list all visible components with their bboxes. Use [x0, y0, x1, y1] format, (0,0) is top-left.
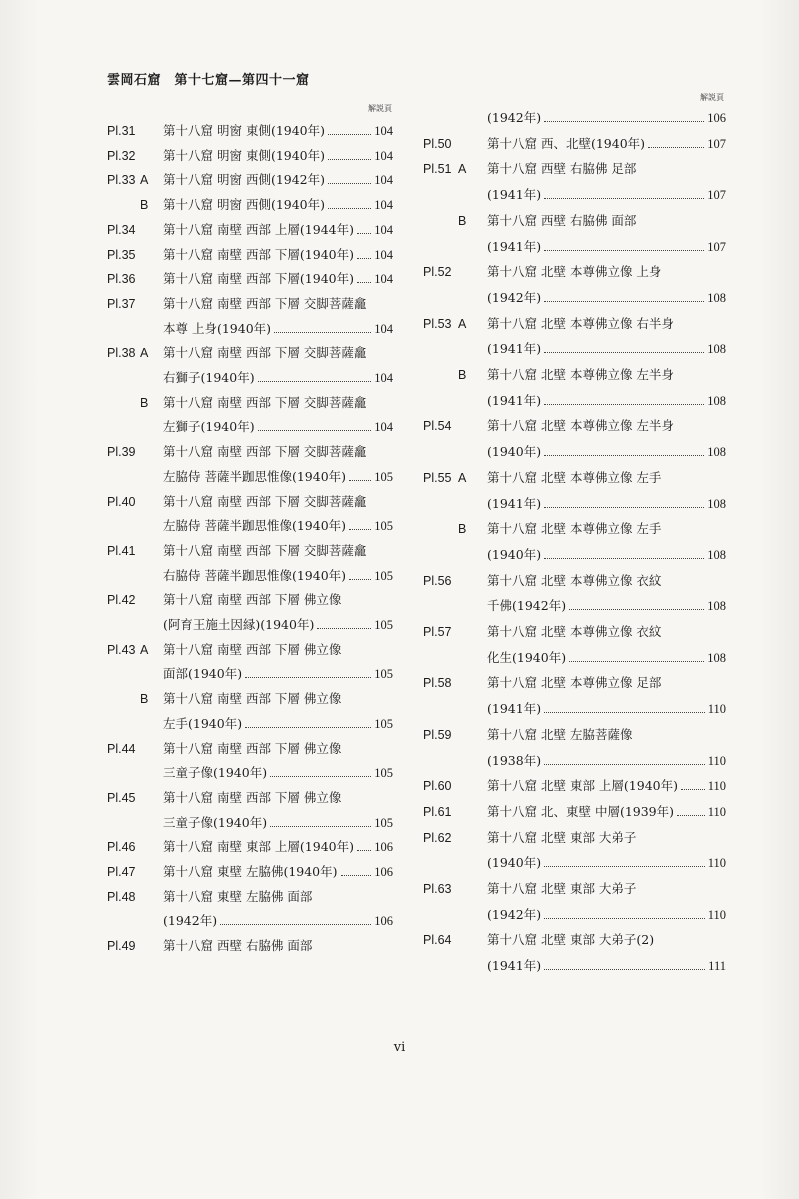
plate-number: Pl.58: [423, 676, 452, 691]
entry-caption: 第十八窟 東壁 左脇佛(1940年): [163, 864, 338, 879]
plate-sub-letter: A: [140, 346, 149, 361]
entry-caption: 第十八窟 北壁 本尊佛立像 左半身: [487, 367, 674, 382]
plate-number: Pl.31: [107, 124, 136, 138]
entry-caption: (阿育王施土因縁)(1940年): [163, 617, 315, 632]
running-header: 雲岡石窟 第十七窟—第四十一窟: [107, 73, 310, 88]
page-reference: 107: [707, 239, 726, 254]
entry-caption: 第十八窟 南壁 西部 上層(1944年): [163, 221, 354, 237]
toc-entry: [423, 314, 726, 332]
entry-caption: (1942年): [487, 110, 542, 125]
page-reference: 110: [707, 753, 726, 768]
entry-caption: 第十八窟 北壁 本尊佛立像 衣紋: [487, 572, 662, 588]
toc-entry: [423, 365, 726, 383]
page-reference: 106: [374, 865, 393, 879]
entry-caption: (1941年): [487, 958, 542, 974]
dot-leader: [349, 529, 371, 530]
toc-entry: [107, 516, 393, 534]
toc-entry: [423, 442, 726, 460]
dot-leader: [270, 826, 371, 827]
plate-number: Pl.45: [107, 790, 136, 805]
page-reference: 110: [707, 804, 726, 819]
entry-caption: 第十八窟 南壁 西部 下層 佛立像: [163, 789, 342, 805]
dot-leader: [544, 404, 704, 405]
plate-number: Pl.59: [423, 727, 452, 742]
toc-entry: [423, 468, 726, 486]
page-number: vi: [393, 1040, 406, 1055]
dot-leader: [349, 579, 371, 580]
page-reference: 110: [707, 702, 726, 717]
plate-sub-letter: B: [458, 368, 467, 382]
entry-caption: 第十八窟 北壁 左脇菩薩像: [487, 726, 633, 742]
page-reference: 106: [374, 914, 393, 929]
dot-leader: [328, 134, 371, 135]
dot-leader: [544, 558, 704, 559]
entry-caption: 第十八窟 南壁 西部 下層(1940年): [163, 246, 354, 262]
toc-entry: [423, 699, 726, 717]
dot-leader: [544, 352, 704, 353]
plate-number: Pl.54: [423, 419, 452, 434]
page-reference: 108: [707, 650, 726, 665]
plate-number: Pl.33: [107, 173, 136, 188]
entry-caption: (1940年): [487, 546, 542, 562]
toc-entry: [423, 596, 726, 614]
dot-leader: [544, 507, 704, 508]
entry-caption: 右脇侍 菩薩半跏思惟像(1940年): [163, 567, 347, 583]
entry-caption: (1941年): [487, 701, 542, 717]
page-reference: 106: [374, 840, 393, 855]
entry-caption: 第十八窟 南壁 西部 下層 交脚菩薩龕: [163, 295, 367, 311]
dot-leader: [544, 918, 705, 919]
entry-caption: (1941年): [487, 341, 542, 357]
toc-entry: [423, 262, 726, 280]
entry-caption: 第十八窟 明窗 西側(1940年): [163, 197, 326, 213]
entry-caption: 第十八窟 南壁 西部 下層 佛立像: [163, 740, 342, 756]
plate-number: Pl.47: [107, 865, 136, 879]
entry-caption: 第十八窟 南壁 西部 下層 佛立像: [163, 691, 342, 707]
dot-leader: [544, 764, 705, 765]
dot-leader: [569, 661, 704, 662]
page-reference: 105: [374, 618, 393, 632]
entry-caption: 第十八窟 明窗 東側(1940年): [163, 123, 326, 138]
toc-entry: [107, 269, 393, 287]
dot-leader: [544, 455, 704, 456]
dot-leader: [681, 789, 705, 790]
toc-entry: [107, 862, 393, 880]
plate-number: Pl.61: [423, 804, 452, 819]
entry-caption: 本尊 上身(1940年): [163, 320, 272, 336]
toc-entry: [107, 936, 393, 954]
entry-caption: 三童子像(1940年): [163, 765, 268, 781]
toc-entry: [107, 393, 393, 411]
dot-leader: [677, 815, 705, 816]
toc-entry: [107, 492, 393, 510]
toc-entry: [107, 813, 393, 831]
toc-entry: [423, 185, 726, 203]
plate-number: Pl.50: [423, 136, 452, 151]
toc-entry: [107, 195, 393, 213]
page-reference: 104: [374, 247, 393, 262]
toc-entry: [107, 146, 393, 164]
entry-caption: 化生(1940年): [487, 649, 567, 665]
plate-sub-letter: B: [140, 198, 149, 213]
entry-caption: 第十八窟 西壁 右脇佛 面部: [487, 212, 637, 228]
entry-caption: 第十八窟 北壁 本尊佛立像 左半身: [487, 418, 674, 434]
entry-caption: 第十八窟 北壁 本尊佛立像 左手: [487, 521, 662, 537]
page-reference: 105: [374, 716, 393, 731]
plate-number: Pl.39: [107, 445, 136, 460]
toc-entry: [423, 776, 726, 794]
entry-caption: 第十八窟 南壁 西部 下層 佛立像: [163, 592, 342, 608]
plate-sub-letter: A: [458, 162, 467, 177]
page-reference: 105: [374, 667, 393, 682]
entry-caption: 第十八窟 西壁 右脇佛 面部: [163, 938, 313, 954]
toc-entry: [107, 714, 393, 732]
entry-caption: (1941年): [487, 392, 542, 408]
plate-number: Pl.43: [107, 642, 136, 657]
dot-leader: [357, 850, 371, 851]
entry-caption: (1942年): [163, 913, 218, 929]
plate-number: Pl.53: [423, 316, 452, 331]
toc-entry: [423, 134, 726, 152]
entry-caption: 第十八窟 北壁 本尊佛立像 上身: [487, 264, 662, 280]
dot-leader: [328, 159, 371, 160]
toc-entry: [107, 245, 393, 263]
page-reference: 104: [374, 124, 393, 138]
toc-entry: [107, 911, 393, 929]
dot-leader: [349, 480, 371, 481]
toc-entry: [423, 416, 726, 434]
page-reference: 110: [707, 779, 726, 794]
toc-entry: [423, 159, 726, 177]
page-reference: 106: [707, 111, 726, 125]
toc-entry: [107, 640, 393, 658]
page-reference: 104: [374, 198, 393, 213]
entry-caption: (1942年): [487, 289, 542, 305]
page-reference: 107: [707, 136, 726, 151]
toc-entry: [107, 541, 393, 559]
entry-caption: 第十八窟 西、北壁(1940年): [487, 135, 646, 151]
page-reference: 104: [374, 321, 393, 336]
toc-entry: [423, 725, 726, 743]
entry-caption: 第十八窟 南壁 西部 下層 佛立像: [163, 641, 342, 657]
page-reference: 104: [374, 371, 393, 385]
toc-entry: [423, 648, 726, 666]
toc-entry: [423, 571, 726, 589]
toc-entry: [423, 905, 726, 923]
plate-number: Pl.52: [423, 265, 452, 280]
plate-number: Pl.37: [107, 296, 136, 311]
entry-caption: 面部(1940年): [163, 666, 243, 682]
toc-entry: [423, 494, 726, 512]
toc-entry: [423, 237, 726, 255]
plate-number: Pl.51: [423, 162, 452, 177]
toc-entry: [107, 220, 393, 238]
toc-entry: [107, 887, 393, 905]
entry-caption: 三童子像(1940年): [163, 814, 268, 830]
plate-number: Pl.63: [423, 882, 452, 896]
dot-leader: [245, 727, 371, 728]
toc-entry: [107, 739, 393, 757]
plate-number: Pl.41: [107, 543, 136, 558]
dot-leader: [544, 198, 704, 199]
plate-number: Pl.38: [107, 346, 136, 361]
entry-caption: 第十八窟 北壁 本尊佛立像 足部: [487, 675, 662, 691]
dot-leader: [544, 866, 705, 867]
plate-number: Pl.34: [107, 222, 136, 237]
toc-entry: [107, 170, 393, 188]
entry-caption: 左獅子(1940年): [163, 419, 255, 435]
entry-caption: 第十八窟 東壁 左脇佛 面部: [163, 888, 313, 904]
entry-caption: 第十八窟 南壁 西部 下層 交脚菩薩龕: [163, 542, 367, 558]
toc-entry: [107, 590, 393, 608]
toc-entry: [107, 368, 393, 386]
page-reference: 108: [707, 342, 726, 357]
entry-caption: 左脇侍 菩薩半跏思惟像(1940年): [163, 518, 347, 534]
page-reference: 105: [374, 519, 393, 534]
page-reference: 108: [707, 445, 726, 460]
plate-number: Pl.46: [107, 840, 136, 855]
plate-sub-letter: A: [458, 316, 467, 331]
dot-leader: [258, 381, 372, 382]
entry-caption: 第十八窟 西壁 右脇佛 足部: [487, 161, 637, 177]
toc-entry: [107, 615, 393, 633]
plate-number: Pl.49: [107, 939, 136, 954]
toc-entry: [423, 751, 726, 769]
page-reference: 104: [374, 272, 393, 287]
dot-leader: [270, 776, 371, 777]
plate-number: Pl.48: [107, 889, 136, 904]
dot-leader: [328, 208, 371, 209]
plate-number: Pl.36: [107, 272, 136, 287]
dot-leader: [544, 250, 704, 251]
entry-caption: (1941年): [487, 238, 542, 254]
plate-sub-letter: B: [140, 395, 149, 410]
page-reference: 105: [374, 568, 393, 583]
plate-number: Pl.56: [423, 573, 452, 588]
page-reference: 105: [374, 766, 393, 781]
dot-leader: [357, 282, 371, 283]
toc-entry: [423, 545, 726, 563]
dot-leader: [544, 969, 705, 970]
toc-entry: [107, 121, 393, 139]
plate-number: Pl.32: [107, 148, 136, 163]
entry-caption: 第十八窟 明窗 西側(1942年): [163, 172, 326, 188]
plate-number: Pl.40: [107, 494, 136, 509]
entry-caption: (1941年): [487, 495, 542, 511]
entry-caption: 千佛(1942年): [487, 598, 567, 614]
dot-leader: [341, 875, 372, 876]
dot-leader: [274, 332, 371, 333]
toc-entry: [423, 828, 726, 846]
page-reference: 110: [707, 907, 726, 922]
toc-entry: [423, 673, 726, 691]
toc-entry: [423, 853, 726, 871]
page-reference: 108: [707, 599, 726, 614]
page-reference: 104: [374, 148, 393, 163]
page-reference: 110: [707, 856, 726, 871]
plate-number: Pl.64: [423, 933, 452, 948]
entry-caption: 第十八窟 南壁 西部 下層(1940年): [163, 271, 354, 287]
entry-caption: 第十八窟 南壁 東部 上層(1940年): [163, 839, 354, 855]
entry-caption: 第十八窟 北、東壁 中層(1939年): [487, 803, 675, 819]
toc-entry: [107, 837, 393, 855]
entry-caption: 第十八窟 明窗 東側(1940年): [163, 147, 326, 163]
toc-entry: [423, 956, 726, 974]
toc-entry: [423, 339, 726, 357]
plate-number: Pl.60: [423, 779, 452, 794]
plate-sub-letter: A: [140, 642, 149, 657]
dot-leader: [569, 609, 704, 610]
plate-number: Pl.57: [423, 625, 452, 639]
entry-caption: 第十八窟 北壁 本尊佛立像 右半身: [487, 315, 674, 331]
page-reference: 107: [707, 188, 726, 203]
entry-caption: 第十八窟 北壁 東部 大弟子: [487, 881, 637, 896]
toc-entry: [423, 211, 726, 229]
toc-entry: [107, 689, 393, 707]
entry-caption: 第十八窟 北壁 東部 大弟子: [487, 829, 637, 845]
dot-leader: [328, 183, 371, 184]
entry-caption: 第十八窟 北壁 東部 大弟子(2): [487, 932, 655, 948]
plate-sub-letter: B: [140, 692, 149, 707]
entry-caption: (1942年): [487, 906, 542, 922]
plate-number: Pl.42: [107, 593, 136, 608]
toc-entry: [107, 566, 393, 584]
entry-caption: 第十八窟 南壁 西部 下層 交脚菩薩龕: [163, 394, 367, 410]
dot-leader: [544, 121, 704, 122]
toc-entry: [107, 417, 393, 435]
page-reference: 104: [374, 420, 393, 435]
page-reference: 105: [374, 469, 393, 484]
left-column-heading: 解説頁: [368, 104, 392, 113]
dot-leader: [220, 924, 371, 925]
entry-caption: 左脇侍 菩薩半跏思惟像(1940年): [163, 468, 347, 484]
entry-caption: 左手(1940年): [163, 715, 243, 731]
right-column-heading: 解説頁: [700, 93, 724, 102]
dot-leader: [544, 301, 704, 302]
toc-entry: [423, 879, 726, 897]
dot-leader: [357, 258, 371, 259]
plate-number: Pl.55: [423, 470, 452, 485]
plate-sub-letter: B: [458, 522, 467, 537]
toc-entry: [423, 622, 726, 640]
toc-entry: [423, 802, 726, 820]
page-reference: 105: [374, 815, 393, 830]
toc-entry: [107, 467, 393, 485]
entry-caption: (1940年): [487, 444, 542, 460]
page-reference: 104: [374, 222, 393, 237]
plate-sub-letter: A: [140, 173, 149, 188]
toc-entry: [107, 343, 393, 361]
toc-entry: [423, 288, 726, 306]
dot-leader: [245, 677, 371, 678]
toc-entry: [107, 763, 393, 781]
dot-leader: [648, 147, 704, 148]
toc-entry: [423, 930, 726, 948]
page-reference: 108: [707, 547, 726, 562]
dot-leader: [317, 628, 371, 629]
dot-leader: [258, 430, 372, 431]
plate-sub-letter: A: [458, 470, 467, 485]
entry-caption: 第十八窟 北壁 本尊佛立像 左手: [487, 469, 662, 485]
toc-entry: [107, 442, 393, 460]
page-reference: 108: [707, 290, 726, 305]
page-reference: 108: [707, 496, 726, 511]
plate-number: Pl.35: [107, 247, 136, 262]
entry-caption: (1941年): [487, 187, 542, 203]
entry-caption: (1940年): [487, 855, 542, 871]
page-reference: 108: [707, 393, 726, 408]
toc-entry: [107, 294, 393, 312]
entry-caption: 第十八窟 南壁 西部 下層 交脚菩薩龕: [163, 345, 367, 361]
plate-number: Pl.44: [107, 741, 136, 756]
entry-caption: 第十八窟 北壁 本尊佛立像 衣紋: [487, 624, 662, 639]
page-reference: 104: [374, 173, 393, 188]
plate-sub-letter: B: [458, 213, 467, 228]
entry-caption: 右獅子(1940年): [163, 370, 255, 385]
toc-entry: [423, 391, 726, 409]
dot-leader: [357, 233, 371, 234]
entry-caption: 第十八窟 南壁 西部 下層 交脚菩薩龕: [163, 444, 367, 460]
entry-caption: 第十八窟 北壁 東部 上層(1940年): [487, 778, 678, 794]
toc-entry: [423, 519, 726, 537]
entry-caption: 第十八窟 南壁 西部 下層 交脚菩薩龕: [163, 493, 367, 509]
toc-entry: [107, 664, 393, 682]
toc-entry: [423, 108, 726, 126]
page-reference: 111: [708, 959, 726, 974]
dot-leader: [544, 712, 705, 713]
toc-entry: [107, 319, 393, 337]
plate-number: Pl.62: [423, 830, 452, 845]
entry-caption: (1938年): [487, 752, 542, 768]
toc-entry: [107, 788, 393, 806]
